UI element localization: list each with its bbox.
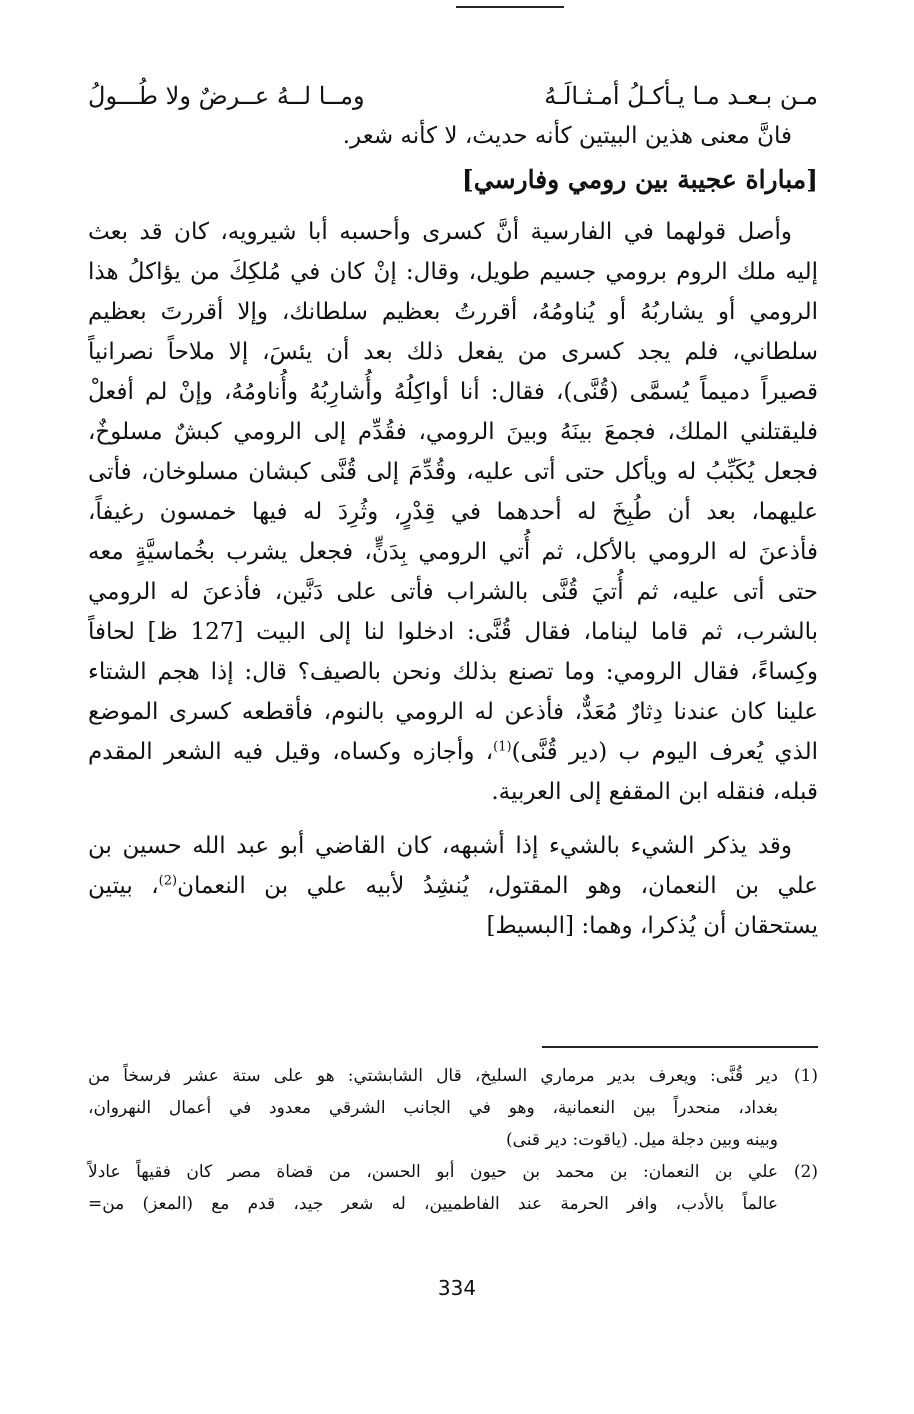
text-line: بالشرب، ثم قاما ليناما، فقال قُنَّى: ادخلوا لنا إلى البيت [127 ظ] لحافاً <box>88 619 818 645</box>
text-line: فليقتلني الملك، فجمعَ بينَهُ وبينَ الرومي، فقُدِّم إلى الرومي كبشٌ مسلوخٌ، <box>88 419 818 445</box>
text-line: فأذعنَ له الرومي بالأكل، ثم أُتي الرومي بِدَنٍّ، فجعل يشرب بخُماسيَّةٍ معه <box>88 539 818 565</box>
text-line: يستحقان أن يُذكرا، وهما: [البسيط] <box>486 913 818 939</box>
page-number: 334 <box>437 1276 477 1300</box>
text-line: وقد يذكر الشيء بالشيء إذا أشبهه، كان القاضي أبو عبد الله حسين بن <box>88 833 792 859</box>
intro-line: فانَّ معنى هذين البيتين كأنه حديث، لا كأنه شعر. <box>342 123 792 149</box>
footnote-body <box>88 1060 778 1156</box>
page-body <box>88 78 818 946</box>
text-line-with-note <box>88 866 818 906</box>
footnotes <box>88 1060 818 1220</box>
footnote-line: عالماً بالأدب، وافر الحرمة عند الفاطميين، له شعر جيد، قدم مع (المعز) من= <box>88 1194 778 1214</box>
verse <box>88 78 818 116</box>
footnote-line: علي بن النعمان: بن محمد بن حيون أبو الحسن، من قضاة مصر كان فقيهاً عادلاً <box>88 1162 778 1182</box>
text-segment: ، وأجازه وكساه، وقيل فيه الشعر المقدم <box>88 739 494 765</box>
footnote-ref-1: (1) <box>493 739 512 755</box>
text-line: حتى أتى عليه، ثم أُتيَ قُنَّى بالشراب فأتى على دَنَّين، فأذعنَ له الرومي <box>88 579 818 605</box>
footnote-2 <box>88 1156 818 1220</box>
footnote-ref-2: (2) <box>158 873 178 889</box>
text-segment: الذي يُعرف اليوم ب (دير قُنَّى) <box>511 739 818 765</box>
text-segment: ، بيتين <box>88 873 159 899</box>
text-line-with-note <box>88 732 818 772</box>
footnote-line: دير قُنَّى: ويعرف بدير مرماري السليخ، قال الشابشتي: هو على ستة عشر فرسخاً من <box>88 1066 778 1086</box>
top-rule <box>456 6 564 8</box>
text-line: علينا كان عندنا دِثارٌ مُعَدٌّ، فأذعن له الرومي بالنوم، فأقطعه كسرى الموضع <box>88 699 818 725</box>
verse-left-hemistich: ومــا لــهُ عــرضٌ ولا طُـــولُ <box>88 82 365 110</box>
text-line: وأصل قولهما في الفارسية أنَّ كسرى وأحسبه أبا شيرويه، كان قد بعث <box>88 219 792 245</box>
section-heading: [مباراة عجيبة بين رومي وفارسي] <box>461 165 818 194</box>
text-line: فجعل يُكَبِّبُ له ويأكل حتى أتى عليه، وقُدِّمَ إلى قُنَّى كبشان مسلوخان، فأتى <box>88 459 818 485</box>
verse-right-hemistich: مـن بـعـد مـا يـأكـلُ أمـثـالَـهُ <box>544 82 818 110</box>
text-line: الرومي أو يشاربُهُ أو يُناومُهُ، أقررتُ بعظيم سلطانك، وإلا أقررتَ بعظيم <box>88 299 818 325</box>
paragraph-1 <box>88 212 818 812</box>
footnote-number: (1) <box>793 1066 818 1086</box>
text-segment: علي بن النعمان، وهو المقتول، يُنشِدُ لأبيه علي بن النعمان <box>177 873 818 899</box>
paragraph-2 <box>88 826 818 946</box>
text-line: سلطاني، فلم يجد كسرى من يفعل ذلك بعد أن يئسَ، إلا ملاحاً نصرانياً <box>88 339 818 365</box>
footnote-rule <box>542 1046 818 1048</box>
footnote-number: (2) <box>793 1162 818 1182</box>
footnote-line: بغداد، منحدراً بين النعمانية، وهو في الجانب الشرقي معدود في أعمال النهروان، <box>88 1098 778 1118</box>
text-line: قصيراً دميماً يُسمَّى (قُنَّى)، فقال: أنا أواكِلُهُ وأُشارِبُهُ وأُناومُهُ، وإنْ لم أفعلْ <box>88 379 818 405</box>
text-line: وكِساءً، فقال الرومي: وما تصنع بذلك ونحن بالصيف؟ قال: إذا هجم الشتاء <box>88 659 818 685</box>
text-line: عليهما، بعد أن طُبِخَ له أحدهما في قِدْرٍ، وثُرِدَ له فيها خمسون رغيفاً، <box>88 499 818 525</box>
text-line: إليه ملك الروم برومي جسيم طويل، وقال: إنْ كان في مُلكِكَ من يؤاكلُ هذا <box>88 259 818 285</box>
text-line: قبله، فنقله ابن المقفع إلى العربية. <box>491 779 818 805</box>
footnote-line: وبينه وبين دجلة ميل. (ياقوت: دير قنى) <box>505 1130 778 1150</box>
footnote-body <box>88 1156 778 1220</box>
footnote-1 <box>88 1060 818 1156</box>
